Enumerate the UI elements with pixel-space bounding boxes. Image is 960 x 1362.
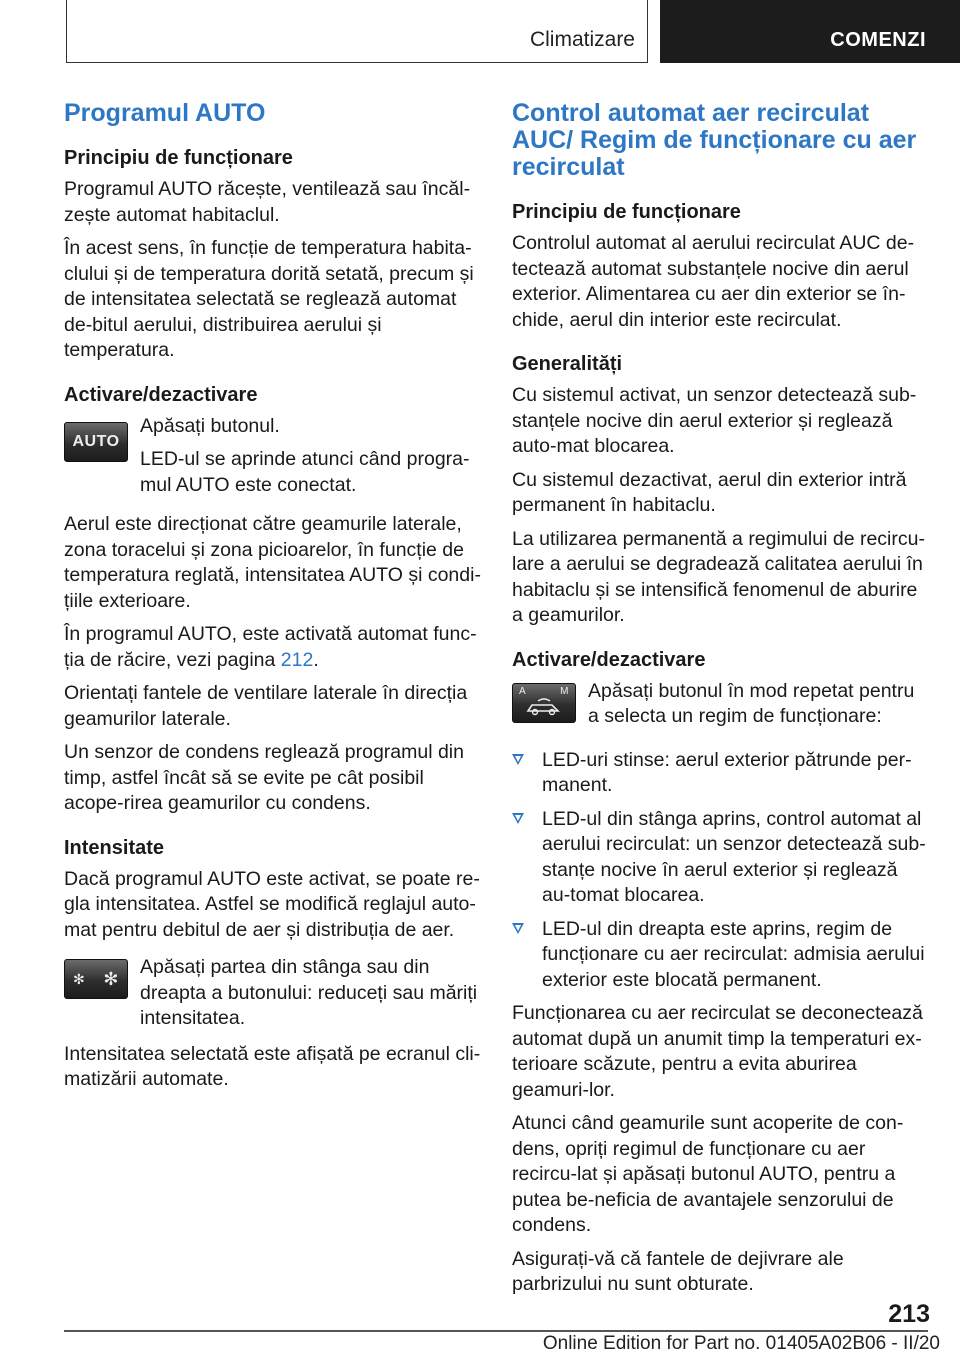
recirculation-button-instruction (512, 679, 930, 730)
led-a-label: A (519, 685, 527, 697)
paragraph: Controlul automat al aerului recirculat AUC de-tectează automat substanțele nocive din aerul exterior. Alimentarea cu aer din exterior se în-chide, aerul din interior este recirculat. (512, 232, 915, 331)
section-heading-auc: Control automat aer recirculat AUC/ Regim de funcționare cu aer recirculat (512, 99, 917, 181)
led-text-content: LED-ul se aprinde atunci când progra-mul AUTO este conectat. (140, 448, 470, 496)
paragraph: Un senzor de condens reglează programul din timp, astfel încât să se evite pe cât posibil acope-rirea geamurilor cu condens. (64, 741, 464, 814)
subheading-intensity: Intensitate (64, 836, 165, 859)
triangle-bullet-icon (512, 813, 524, 824)
left-column (64, 100, 482, 1101)
section-title-box (66, 0, 648, 63)
section-title: Climatizare (529, 28, 635, 51)
paragraph: Intensitatea selectată este afișată pe ecranul cli-matizării automate. (64, 1042, 481, 1090)
paragraph: Asigurați-vă că fantele de dejivrare ale parbrizului nu sunt obturate. (512, 1247, 844, 1295)
fan-button-instruction (64, 955, 482, 1032)
page-number: 213 (888, 1300, 930, 1328)
fan-large-icon: ✻ (103, 968, 119, 989)
footer-divider (64, 1330, 928, 1332)
edition-footer: Online Edition for Part no. 01405A02B06 - II/20 (542, 1333, 940, 1354)
paragraph: Programul AUTO răcește, ventilează sau încăl-zește automat habitaclul. (64, 178, 471, 226)
list-item (512, 917, 930, 994)
link-suffix: . (313, 648, 319, 671)
fan-small-icon: ✻ (73, 970, 86, 987)
triangle-bullet-icon (512, 923, 524, 934)
subheading-principle: Principiu de funcționare (64, 147, 293, 169)
fan-intensity-button-image (64, 959, 128, 999)
led-m-label: M (560, 685, 569, 697)
subheading-activation: Activare/dezactivare (64, 383, 258, 406)
subheading-activation: Activare/dezactivare (512, 648, 706, 671)
list-item-text: LED-ul din dreapta este aprins, regim de funcționare cu aer recirculat: admisia aerului exterior este blocată permanent. (542, 917, 925, 991)
instruction-text: Apăsați butonul. (140, 414, 280, 437)
list-item-text: LED-uri stinse: aerul exterior pătrunde per-manent. (542, 748, 912, 796)
chapter-tab-label: COMENZI (830, 29, 926, 51)
auto-button-instruction (64, 414, 482, 499)
page-header (66, 0, 960, 64)
paragraph: În acest sens, în funcție de temperatura habita-clului și de temperatura dorită setată, precum și de intensitatea selectată se reglează automat de-bitul aerului, distribuirea aerului și temperatura. (64, 237, 474, 361)
paragraph: Funcționarea cu aer recirculat se deconectează automat după un anumit timp la temperaturi ex-terioare scăzute, pentru a evita aburirea geamuri-lor. (512, 1002, 923, 1101)
subheading-general: Generalități (512, 353, 623, 375)
right-column (512, 100, 930, 1306)
auto-button-label: AUTO (72, 432, 120, 450)
list-item (512, 748, 930, 799)
paragraph: La utilizarea permanentă a regimului de recircu-lare a aerului se degradează calitatea aerului în habitaclu și se intensifică fenomenul de aburire a geamurilor. (512, 527, 925, 626)
paragraph-with-link (64, 622, 482, 673)
triangle-bullet-icon (512, 754, 524, 765)
fan-instruction-text: Apăsați partea din stânga sau din dreapta a butonului: reduceți sau măriți intensitatea. (140, 956, 478, 1029)
paragraph: Aerul este direcționat către geamurile laterale, zona toracelui și zona picioarelor, în funcție de temperatura reglată, intensitatea AUTO și condi-țiile exterioare. (64, 513, 481, 612)
list-item (512, 807, 930, 909)
recirculation-button-image (512, 683, 576, 723)
paragraph: Orientați fantele de ventilare laterale în direcția geamurilor laterale. (64, 682, 468, 730)
page-link[interactable]: 212 (280, 648, 314, 671)
auto-button-image (64, 422, 128, 462)
link-prefix: În programul AUTO, este activată automat func-ția de răcire, vezi pagina (64, 623, 477, 671)
chapter-tab (660, 0, 960, 63)
recirculation-instruction-text: Apăsați butonul în mod repetat pentru a selecta un regim de funcționare: (588, 679, 915, 727)
paragraph: Cu sistemul dezactivat, aerul din exterior intră permanent în habitaclu. (512, 468, 907, 516)
car-recirculation-icon (524, 697, 564, 717)
list-item-text: LED-ul din stânga aprins, control automat al aerului recirculat: un senzor detectează sub-stanțe nocive în aerul exterior și reglează au-tomat blocarea. (542, 807, 926, 906)
section-heading-auto-program: Programul AUTO (64, 99, 266, 127)
paragraph: Atunci când geamurile sunt acoperite de con-dens, opriți regimul de funcționare cu aer recircu-lat și apăsați butonul AUTO, pentru a putea be-neficia de avantajele senzorului de condens. (512, 1112, 904, 1236)
paragraph: Cu sistemul activat, un senzor detectează sub-stanțele nocive din aerul exterior și reglează auto-mat blocarea. (512, 384, 917, 457)
mode-list (512, 748, 930, 994)
subheading-principle: Principiu de funcționare (512, 201, 741, 223)
paragraph: Dacă programul AUTO este activat, se poate re-gla intensitatea. Astfel se modifică reglajul auto-mat pentru debitul de aer și distribuția de aer. (64, 867, 480, 941)
